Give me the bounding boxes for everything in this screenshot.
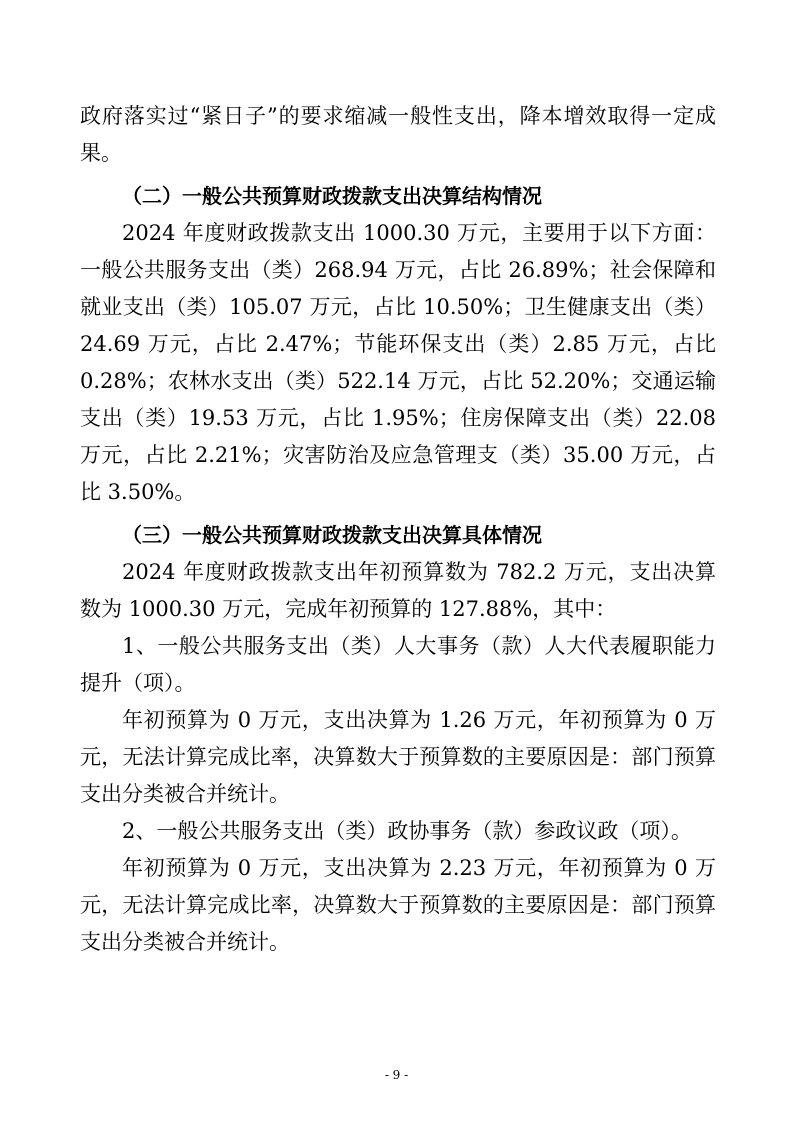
list-item-1-detail: 年初预算为 0 万元，支出决算为 1.26 万元，年初预算为 0 万元，无法计算完成比率，决算数大于预算数的主要原因是：部门预算支出分类被合并统计。 (80, 708, 716, 806)
section-heading-2: （二）一般公共预算财政拨款支出决算结构情况 (122, 184, 542, 208)
page-number: - 9 - (384, 1068, 409, 1082)
list-item-1-title: 1、一般公共服务支出（类）人大事务（款）人大代表履职能力提升（项）。 (80, 634, 716, 695)
list-item-2-detail: 年初预算为 0 万元，支出决算为 2.23 万元，年初预算为 0 万元，无法计算完成比率，决算数大于预算数的主要原因是：部门预算支出分类被合并统计。 (80, 856, 716, 954)
paragraph-continuation: 政府落实过“紧日子”的要求缩减一般性支出，降本增效取得一定成果。 (80, 104, 716, 165)
section-heading-3: （三）一般公共预算财政拨款支出决算具体情况 (122, 523, 542, 547)
paragraph-structure-summary: 2024 年度财政拨款支出 1000.30 万元，主要用于以下方面：一般公共服务支出（类）268.94 万元，占比 26.89%；社会保障和就业支出（类）105.07 万元，占比 10.50%；卫生健康支出（类）24.69 万元，占比 2.47%；节能环保支出（类）2.85 万元，占比 0.28%；农林水支出（类）522.14 万元，占比 52.20%；交通运输支出（类）19.53 万元，占比 1.95%；住房保障支出（类）22.08 万元，占比 2.21%；灾害防治及应急管理支（类）35.00 万元，占比 3.50%。 (80, 221, 716, 504)
paragraph-budget-overview: 2024 年度财政拨款支出年初预算数为 782.2 万元，支出决算数为 1000.30 万元，完成年初预算的 127.88%，其中： (80, 560, 716, 621)
list-item-2-title: 2、一般公共服务支出（类）政协事务（款）参政议政（项）。 (122, 819, 692, 843)
document-body (80, 98, 716, 961)
